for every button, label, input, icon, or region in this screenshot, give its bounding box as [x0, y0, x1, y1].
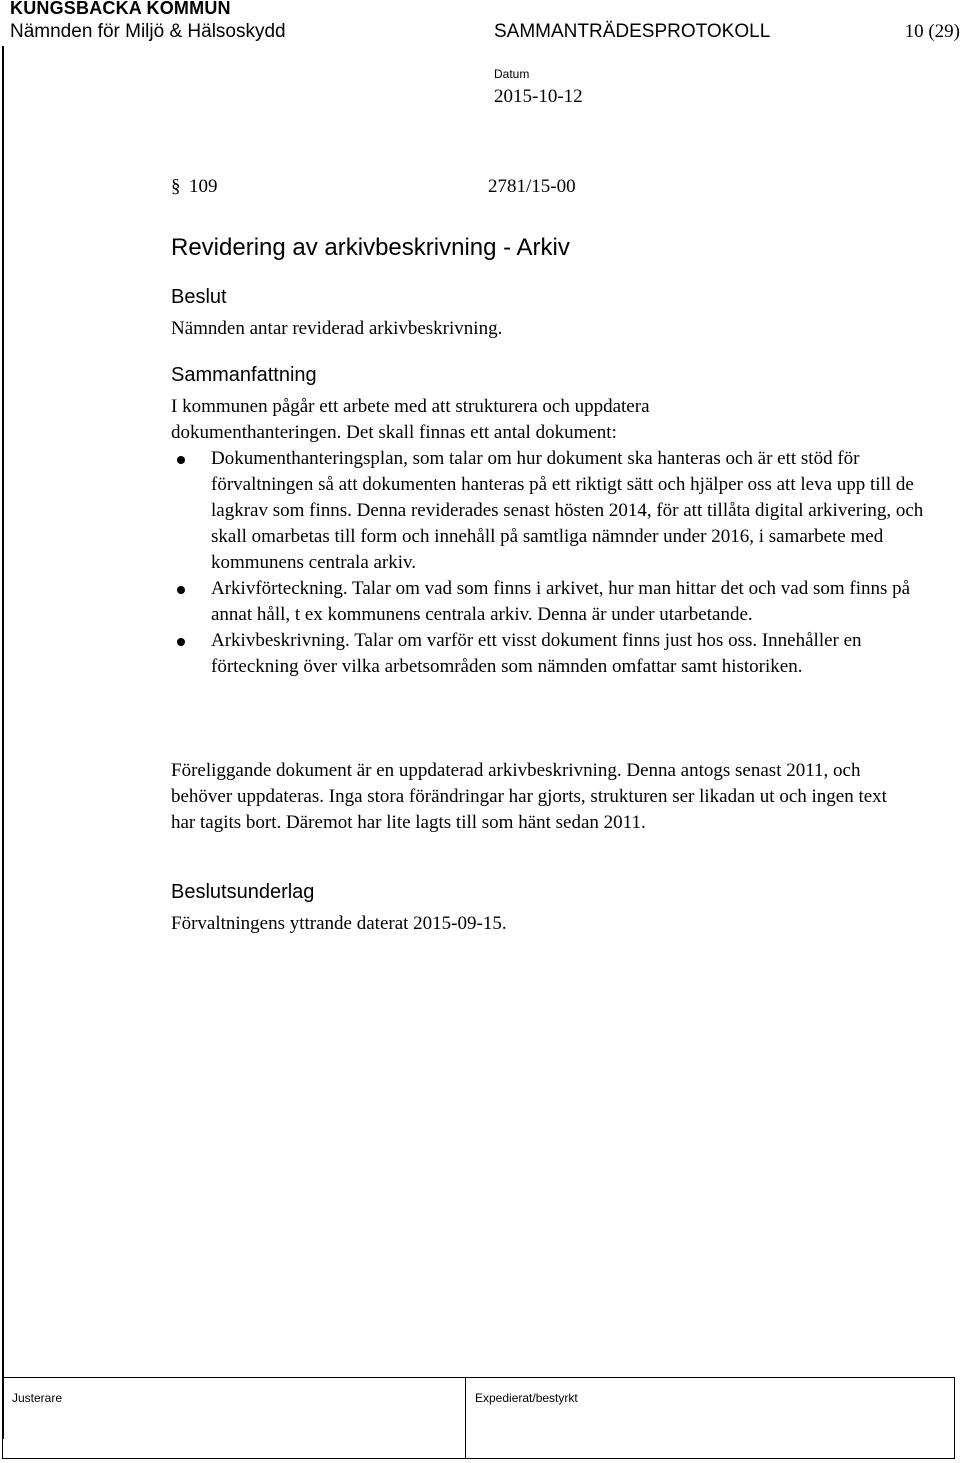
list-item-text: Dokumenthanteringsplan, som talar om hur dokument ska hanteras och är ett stöd för förvaltningen så att dokumenten hanteras på ett riktigt sätt och hjälper oss att leva upp till de lagkrav som finns. Denna reviderades senast hösten 2014, för att tillåta digital arkivering, och skall omarbetas till form och innehåll på samtliga nämnder under 2016, i samarbete med kommunens centrala arkiv.: [211, 448, 924, 573]
footer-right-rule: [954, 1378, 955, 1458]
footer-top-rule: [2, 1377, 955, 1378]
paragraph-row: [171, 174, 671, 202]
item-title: Revidering av arkivbeskrivning - Arkiv: [171, 234, 570, 261]
case-number: 2781/15-00: [488, 176, 576, 197]
basis-heading: Beslutsunderlag: [171, 881, 315, 903]
page-number: 10 (29): [904, 21, 960, 42]
basis-text: Förvaltningens yttrande daterat 2015-09-15.: [171, 913, 507, 934]
summary-closing: Föreliggande dokument är en uppdaterad arkivbeskrivning. Denna antogs senast 2011, och behöver uppdateras. Inga stora förändringar har gjorts, strukturen ser likadan ut och ingen text har tagits bort. Däremot har lite lagts till som hänt sedan 2011.: [171, 760, 887, 833]
list-item: [171, 628, 931, 680]
dispatched-field: [465, 1378, 466, 1458]
paragraph-number: 109: [189, 176, 218, 197]
meeting-date: 2015-10-12: [494, 86, 583, 107]
decision-heading: Beslut: [171, 286, 227, 308]
list-item: [171, 446, 931, 576]
summary-heading: Sammanfattning: [171, 364, 317, 386]
adjuster-field: [2, 1378, 3, 1458]
bullet-icon: [177, 456, 185, 464]
section-sign: §: [171, 176, 181, 197]
document-list: [171, 446, 931, 680]
list-item-text: Arkivförteckning. Talar om vad som finns i arkivet, hur man hittar det och vad som finns på annat håll, t ex kommunens centrala arkiv. Denna är under utarbetande.: [211, 578, 911, 625]
bullet-icon: [177, 586, 185, 594]
bullet-icon: [177, 638, 185, 646]
summary-intro: I kommunen pågår ett arbete med att strukturera och uppdatera dokumenthanteringen. Det skall finnas ett antal dokument:: [171, 396, 650, 443]
organization-name: KUNGSBACKA KOMMUN: [10, 0, 231, 18]
footer-bottom-rule: [2, 1458, 955, 1459]
left-margin-rule: [2, 46, 4, 1439]
adjuster-label: Justerare: [12, 1391, 63, 1405]
committee-name: Nämnden för Miljö & Hälsoskydd: [10, 21, 286, 42]
date-label: Datum: [494, 67, 530, 81]
document-type: SAMMANTRÄDESPROTOKOLL: [494, 21, 771, 42]
list-item: [171, 576, 931, 628]
list-item-text: Arkivbeskrivning. Talar om varför ett visst dokument finns just hos oss. Innehåller en förteckning över vilka arbetsområden som nämnden omfattar samt historiken.: [211, 630, 862, 677]
decision-text: Nämnden antar reviderad arkivbeskrivning.: [171, 318, 503, 339]
dispatched-label: Expedierat/bestyrkt: [475, 1391, 578, 1405]
